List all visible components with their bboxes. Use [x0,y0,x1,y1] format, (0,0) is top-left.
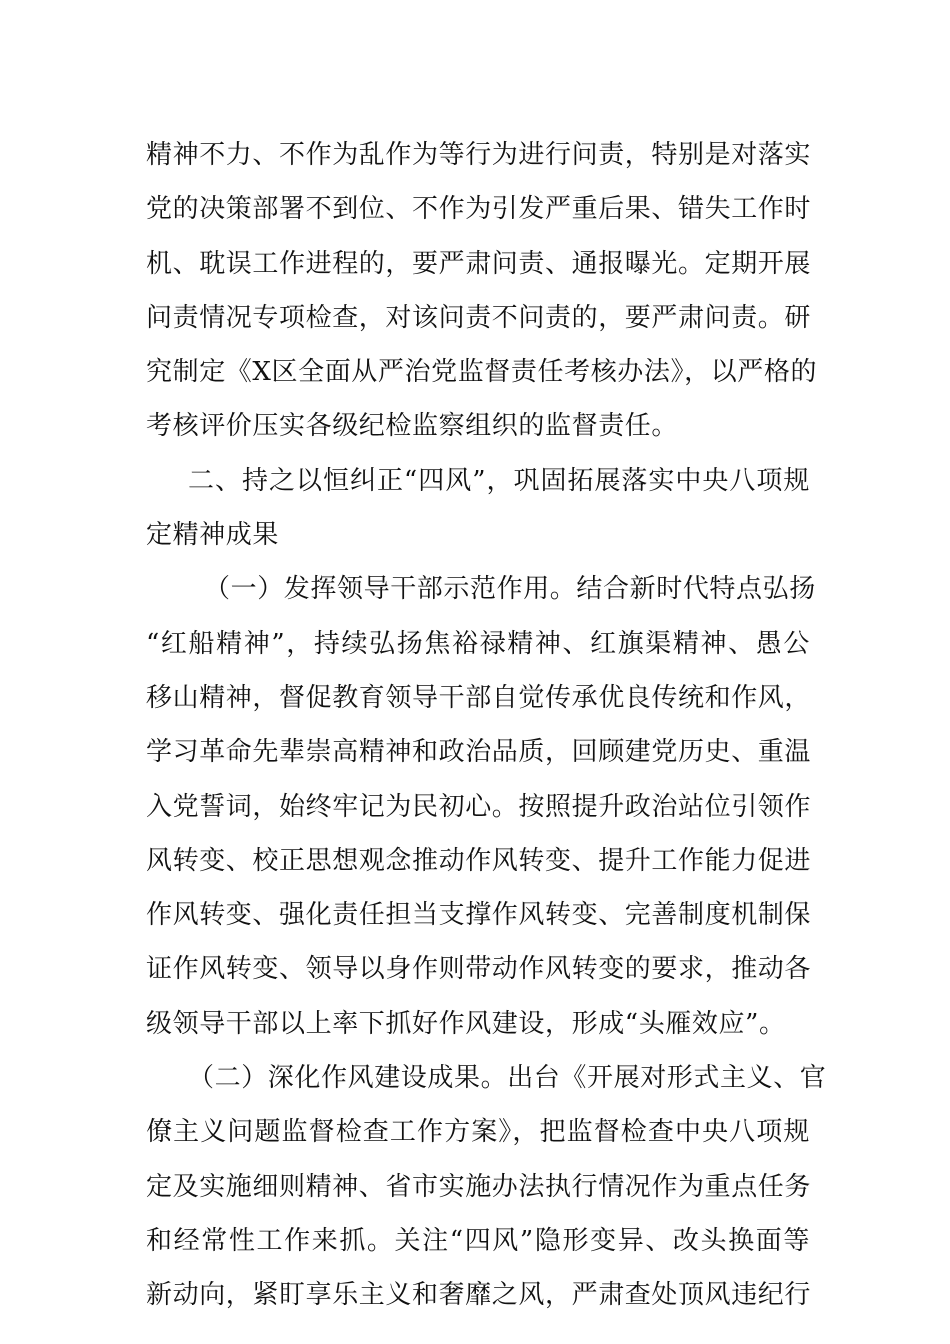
text-line: 机、耽误工作进程的，要严肃问责、通报曝光。定期开展 [146,248,812,279]
text-line: 精神不力、不作为乱作为等行为进行问责，特别是对落实 [146,140,812,170]
text-line: “红船精神”，持续弘扬焦裕禄精神、红旗渠精神、愚公 [146,628,810,659]
text-line: 新动向，紧盯享乐主义和奢靡之风，严肃查处顶风违纪行 [146,1280,812,1311]
text-line: 问责情况专项检查，对该问责不问责的，要严肃问责。研 [146,302,812,333]
subsection-heading: （一）发挥领导干部示范作用。结合新时代特点弘扬 [204,574,816,605]
text-line: 作风转变、强化责任担当支撑作风转变、完善制度机制保 [146,900,812,931]
text-line: 证作风转变、领导以身作则带动作风转变的要求，推动各 [146,954,812,985]
text-line: 究制定《X区全面从严治党监督责任考核办法》，以严格的 [146,357,818,388]
subsection-heading: （二）深化作风建设成果。出台《开展对形式主义、官 [188,1063,827,1094]
text-line: 移山精神，督促教育领导干部自觉传承优良传统和作风， [146,682,812,713]
text-line: 入党誓词，始终牢记为民初心。按照提升政治站位引领作 [146,791,812,822]
text-line: 学习革命先辈崇高精神和政治品质，回顾建党历史、重温 [146,737,812,768]
text-line: 党的决策部署不到位、不作为引发严重后果、错失工作时 [146,194,812,225]
text-line: 定及实施细则精神、省市实施办法执行情况作为重点任务 [146,1171,812,1202]
section-heading-continued: 定精神成果 [146,520,280,551]
text-line: 级领导干部以上率下抓好作风建设，形成“头雁效应”。 [146,1008,786,1039]
text-line: 风转变、校正思想观念推动作风转变、提升工作能力促进 [146,845,812,876]
text-line: 和经常性工作来抓。关注“四风”隐形变异、改头换面等 [146,1225,810,1256]
text-line: 考核评价压实各级纪检监察组织的监督责任。 [146,411,679,442]
text-line: 僚主义问题监督检查工作方案》，把监督检查中央八项规 [146,1117,810,1148]
section-heading: 二、持之以恒纠正“四风”，巩固拓展落实中央八项规 [188,465,810,496]
document-page [146,128,827,1323]
